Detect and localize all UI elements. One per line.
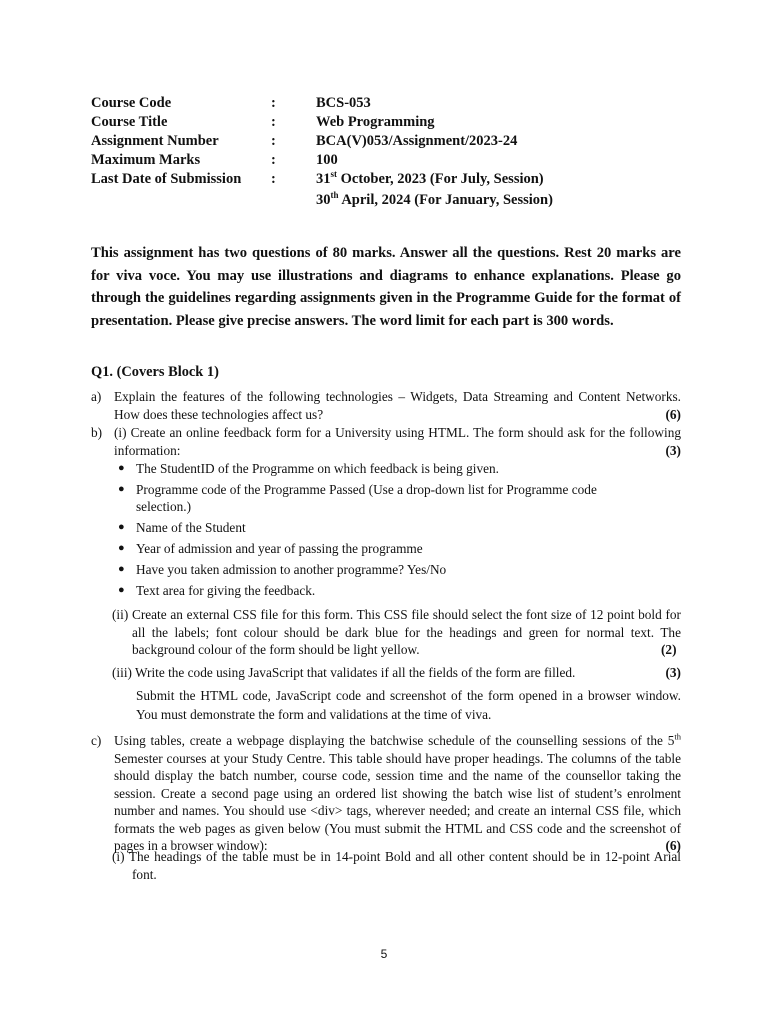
question-1b-text: (i) Create an online feedback form for a University using HTML. The form should ask for the following information:	[114, 425, 681, 458]
last-date-value-july	[316, 170, 544, 189]
assignment-number-value: BCA(V)053/Assignment/2023-24	[316, 133, 518, 149]
last-date-value-january	[316, 189, 553, 211]
date1-suffix: st	[330, 169, 337, 180]
bullet-icon: ●	[118, 521, 125, 533]
question-1b-ii: (ii) Create an external CSS file for this form. This CSS file should select the font size of 12 point bold for all the labels; font colour should be dark blue for the headings and green for normal text. The background colour of the form should be light yellow. (2)	[112, 607, 681, 657]
bullet-icon: ●	[118, 542, 125, 554]
course-code-label: Course Code	[91, 95, 172, 111]
list-item: ● Text area for giving the feedback.	[118, 583, 316, 598]
course-title-value: Web Programming	[316, 114, 435, 130]
question-1a-text: Explain the features of the following technologies – Widgets, Data Streaming and Content Networks. How does these technologies affect us?	[114, 389, 681, 422]
bullet-icon: ●	[118, 483, 125, 495]
question-1c-marks: (6)	[665, 838, 681, 853]
colon: :	[271, 133, 276, 149]
question-1b-marks: (3)	[665, 442, 681, 458]
colon: :	[271, 152, 276, 168]
question-1a-marks: (6)	[665, 406, 681, 422]
question-1a	[91, 388, 681, 423]
list-item: ● Year of admission and year of passing the programme	[118, 541, 423, 556]
question-1c-label: c)	[91, 733, 102, 748]
list-item: ● Name of the Student	[118, 520, 246, 535]
page-number: 5	[380, 947, 388, 961]
question-1c-i-text: (i) The headings of the table must be in 14-point Bold and all other content should be in 12-point Arial font.	[112, 849, 681, 882]
question-1c-i	[112, 848, 681, 883]
assignment-instructions: This assignment has two questions of 80 marks. Answer all the questions. Rest 20 marks are for viva voce. You may use illustrations and diagrams to enhance explanations. Please go through the guidelines regarding assignments given in the Programme Guide for the format of presentation. Please give precise answers. The word limit for each part is 300 words.	[91, 245, 681, 330]
colon: :	[271, 171, 276, 187]
date1-rest: October, 2023 (For July, Session)	[337, 171, 544, 187]
question-1c	[91, 732, 681, 855]
question-1b	[91, 424, 681, 459]
question-1c-text-2: Semester courses at your Study Centre. This table should have proper headings. The columns of the table should display the batch number, course code, session time and the name of the counsellor taking the session. Create a second page using an ordered list showing the batch wise list of student’s enrolment number and names. You should use <div> tags, wherever needed; and create an internal CSS file, which formats the web pages as given below (You must submit the HTML and CSS code and the screenshot of pages in a browser window):	[114, 750, 681, 853]
question-1b-label: b)	[91, 425, 103, 440]
date2-rest: April, 2024 (For January, Session)	[338, 192, 553, 208]
course-title-label: Course Title	[91, 114, 168, 130]
colon: :	[271, 95, 276, 111]
question-1-heading: Q1. (Covers Block 1)	[91, 364, 219, 380]
list-item: ● Programme code of the Programme Passed (Use a drop-down list for Programme code selection.)	[118, 482, 597, 514]
question-1b-iii-marks: (3)	[665, 665, 681, 680]
feedback-form-fields-list	[118, 460, 648, 603]
course-code-value: BCS-053	[316, 95, 371, 111]
question-1c-semester-suffix: th	[674, 731, 681, 742]
last-date-label: Last Date of Submission	[91, 171, 242, 187]
maximum-marks-label: Maximum Marks	[91, 152, 201, 168]
date1-day: 31	[316, 171, 331, 187]
list-item: ● The StudentID of the Programme on which feedback is being given.	[118, 461, 499, 476]
date2-suffix: th	[330, 190, 339, 201]
bullet-icon: ●	[118, 462, 125, 474]
list-item: ● Have you taken admission to another programme? Yes/No	[118, 562, 447, 577]
bullet-icon: ●	[118, 584, 125, 596]
question-1b-ii-text: (ii) Create an external CSS file for this form. This CSS file should select the font size of 12 point bold for all the labels; font colour should be dark blue for the headings and green for normal text. The background colour of the form should be light yellow.	[112, 607, 681, 657]
question-1b-iii-text: (iii) Write the code using JavaScript that validates if all the fields of the form are filled.	[112, 665, 576, 680]
question-1b-iii	[112, 664, 681, 682]
question-1c-semester-number: 5	[667, 733, 675, 748]
assignment-number-label: Assignment Number	[91, 133, 219, 149]
date2-day: 30	[316, 192, 331, 208]
bullet-icon: ●	[118, 563, 125, 575]
maximum-marks-value: 100	[316, 152, 338, 168]
submission-note: Submit the HTML code, JavaScript code and screenshot of the form opened in a browser window. You must demonstrate the form and validations at the time of viva.	[136, 688, 681, 722]
colon: :	[271, 114, 276, 130]
question-1c-text-1: Using tables, create a webpage displaying the batchwise schedule of the counselling sessions of the	[114, 733, 668, 748]
question-1a-label: a)	[91, 389, 102, 404]
